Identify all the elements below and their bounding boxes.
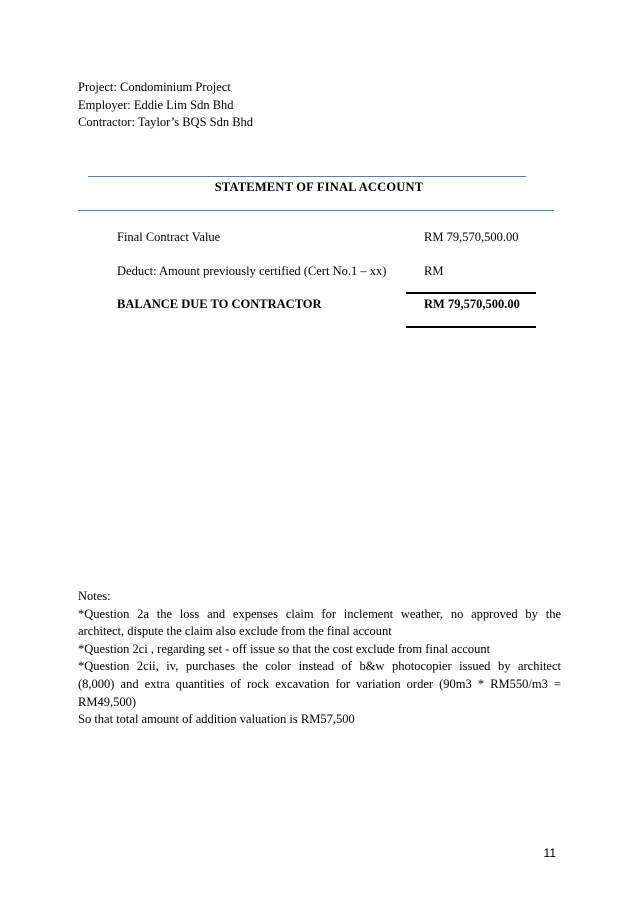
employer-line: Employer: Eddie Lim Sdn Bhd [78, 97, 234, 112]
deduct-label: Deduct: Amount previously certified (Cert No.1 – xx) [117, 264, 387, 278]
notes-section [78, 588, 561, 729]
balance-due-label: BALANCE DUE TO CONTRACTOR [117, 297, 322, 311]
notes-heading: Notes: [78, 589, 111, 603]
note-line: So that total amount of addition valuation is RM57,500 [78, 712, 355, 727]
note-line: RM49,500) [78, 694, 136, 709]
note-line: architect, dispute the claim also exclude from the final account [78, 624, 392, 639]
title-top-divider [88, 176, 526, 177]
final-contract-value-label: Final Contract Value [117, 230, 221, 244]
balance-due-amount: RM 79,570,500.00 [424, 297, 520, 311]
final-contract-value-amount: RM 79,570,500.00 [424, 230, 519, 244]
note-line: *Question 2cii, iv, purchases the color instead of b&w photocopier issued by architect [78, 659, 561, 674]
title-bottom-divider [78, 210, 554, 211]
deduct-amount: RM [424, 264, 444, 278]
page-number: 11 [543, 846, 556, 860]
project-line: Project: Condominium Project [78, 80, 231, 94]
note-line: *Question 2a the loss and expenses claim for inclement weather, no approved by the [78, 606, 561, 621]
note-line: (8,000) and extra quantities of rock excavation for variation order (90m3 * RM550/m3 = [78, 676, 561, 691]
total-top-rule [406, 292, 536, 294]
statement-title: STATEMENT OF FINAL ACCOUNT [214, 180, 424, 194]
document-header [78, 79, 253, 132]
note-line: *Question 2ci , regarding set - off issue so that the cost exclude from final account [78, 641, 491, 656]
total-bottom-rule [406, 326, 536, 328]
contractor-line: Contractor: Taylor’s BQS Sdn Bhd [78, 115, 254, 129]
